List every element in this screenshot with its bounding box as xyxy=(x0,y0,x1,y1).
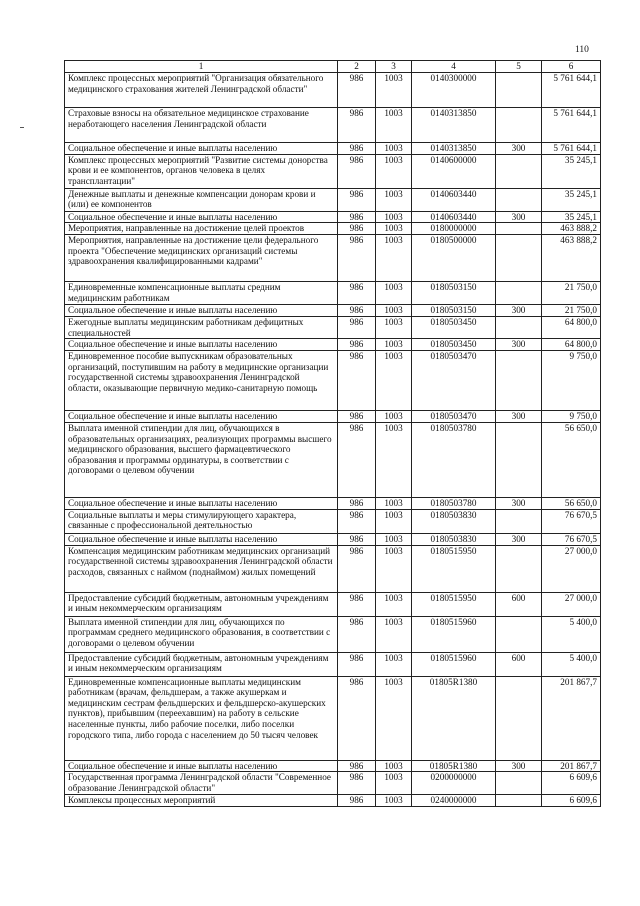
expense-type-cell xyxy=(496,235,542,282)
table-row xyxy=(65,108,601,143)
expense-type-cell: 600 xyxy=(496,652,542,676)
section-code-cell: 1003 xyxy=(376,795,412,807)
section-code-cell: 1003 xyxy=(376,282,412,305)
row-name-cell: Единовременное пособие выпускникам образовательных организаций, поступившим на работу в медицинские организации государственной системы здравоохранения Ленинградской области, оказывающие первичную медико-санитарную помощь xyxy=(65,350,338,410)
target-article-cell: 0180503780 xyxy=(412,422,496,497)
amount-cell: 201 867,7 xyxy=(542,760,601,772)
table-row xyxy=(65,497,601,509)
section-code-cell: 1003 xyxy=(376,497,412,509)
expense-type-cell xyxy=(496,223,542,235)
row-name-cell: Социальное обеспечение и иные выплаты населению xyxy=(65,339,338,351)
admin-code-cell: 986 xyxy=(338,410,376,422)
admin-code-cell: 986 xyxy=(338,108,376,143)
section-code-cell: 1003 xyxy=(376,350,412,410)
admin-code-cell: 986 xyxy=(338,795,376,807)
section-code-cell: 1003 xyxy=(376,616,412,652)
section-code-cell: 1003 xyxy=(376,652,412,676)
expense-type-cell xyxy=(496,422,542,497)
amount-cell: 35 245,1 xyxy=(542,211,601,223)
expense-type-cell xyxy=(496,676,542,760)
admin-code-cell: 986 xyxy=(338,235,376,282)
table-row xyxy=(65,339,601,351)
section-code-cell: 1003 xyxy=(376,339,412,351)
target-article-cell: 0140300000 xyxy=(412,73,496,108)
amount-cell: 9 750,0 xyxy=(542,350,601,410)
admin-code-cell: 986 xyxy=(338,223,376,235)
admin-code-cell: 986 xyxy=(338,154,376,188)
section-code-cell: 1003 xyxy=(376,188,412,211)
admin-code-cell: 986 xyxy=(338,143,376,155)
row-name-cell: Предоставление субсидий бюджетным, автономным учреждениям и иным некоммерческим организациям xyxy=(65,652,338,676)
row-name-cell: Компенсация медицинским работникам медицинских организаций государственной системы здравоохранения Ленинградской области расходов, связанных с наймом (поднаймом) жилых помещений xyxy=(65,545,338,592)
amount-cell: 35 245,1 xyxy=(542,188,601,211)
admin-code-cell: 986 xyxy=(338,509,376,533)
table-row xyxy=(65,533,601,545)
section-code-cell: 1003 xyxy=(376,305,412,317)
target-article-cell: 0240000000 xyxy=(412,795,496,807)
expense-type-cell: 300 xyxy=(496,410,542,422)
expense-type-cell xyxy=(496,317,542,339)
expense-type-cell xyxy=(496,350,542,410)
header-cell: 6 xyxy=(542,61,601,73)
row-name-cell: Страховые взносы на обязательное медицинское страхование неработающего населения Ленинградской области xyxy=(65,108,338,143)
row-name-cell: Выплата именной стипендии для лиц, обучающихся в образовательных организациях, реализующих программы высшего медицинского образования, высшего фармацевтического образования и программы ординатуры, в соответствии с договорами о целевом обучении xyxy=(65,422,338,497)
row-name-cell: Социальное обеспечение и иные выплаты населению xyxy=(65,305,338,317)
table-row xyxy=(65,772,601,795)
amount-cell: 76 670,5 xyxy=(542,509,601,533)
section-code-cell: 1003 xyxy=(376,410,412,422)
row-name-cell: Денежные выплаты и денежные компенсации донорам крови и (или) ее компонентов xyxy=(65,188,338,211)
amount-cell: 21 750,0 xyxy=(542,282,601,305)
table-row xyxy=(65,188,601,211)
row-name-cell: Социальное обеспечение и иные выплаты населению xyxy=(65,760,338,772)
admin-code-cell: 986 xyxy=(338,676,376,760)
table-row xyxy=(65,350,601,410)
amount-cell: 5 761 644,1 xyxy=(542,108,601,143)
stray-mark xyxy=(20,127,24,128)
expense-type-cell xyxy=(496,795,542,807)
expense-type-cell xyxy=(496,154,542,188)
expense-type-cell: 300 xyxy=(496,339,542,351)
target-article-cell: 0140600000 xyxy=(412,154,496,188)
target-article-cell: 0180503830 xyxy=(412,509,496,533)
section-code-cell: 1003 xyxy=(376,235,412,282)
target-article-cell: 0180503830 xyxy=(412,533,496,545)
expense-type-cell xyxy=(496,188,542,211)
table-row xyxy=(65,676,601,760)
row-name-cell: Комплекс процессных мероприятий "Развитие системы донорства крови и ее компонентов, органов человека в целях трансплантации" xyxy=(65,154,338,188)
amount-cell: 21 750,0 xyxy=(542,305,601,317)
section-code-cell: 1003 xyxy=(376,760,412,772)
admin-code-cell: 986 xyxy=(338,616,376,652)
row-name-cell: Социальное обеспечение и иные выплаты населению xyxy=(65,410,338,422)
section-code-cell: 1003 xyxy=(376,509,412,533)
table-row xyxy=(65,652,601,676)
section-code-cell: 1003 xyxy=(376,73,412,108)
target-article-cell: 0180515960 xyxy=(412,616,496,652)
admin-code-cell: 986 xyxy=(338,305,376,317)
section-code-cell: 1003 xyxy=(376,154,412,188)
admin-code-cell: 986 xyxy=(338,317,376,339)
row-name-cell: Единовременные компенсационные выплаты медицинским работникам (врачам, фельдшерам, а также акушеркам и медицинским сестрам фельдшерских и фельдшерско-акушерских пунктов), прибывшим (переехавшим) на работу в сельские населенные пункты, либо рабочие поселки, либо поселки городского типа, либо города с населением до 50 тысяч человек xyxy=(65,676,338,760)
row-name-cell: Ежегодные выплаты медицинским работникам дефицитных специальностей xyxy=(65,317,338,339)
table-row xyxy=(65,143,601,155)
section-code-cell: 1003 xyxy=(376,211,412,223)
admin-code-cell: 986 xyxy=(338,497,376,509)
target-article-cell: 0180503150 xyxy=(412,282,496,305)
row-name-cell: Комплексы процессных мероприятий xyxy=(65,795,338,807)
admin-code-cell: 986 xyxy=(338,592,376,616)
budget-table xyxy=(64,60,601,807)
table-row xyxy=(65,509,601,533)
target-article-cell: 0180503450 xyxy=(412,317,496,339)
row-name-cell: Предоставление субсидий бюджетным, автономным учреждениям и иным некоммерческим организациям xyxy=(65,592,338,616)
header-cell: 2 xyxy=(338,61,376,73)
section-code-cell: 1003 xyxy=(376,545,412,592)
section-code-cell: 1003 xyxy=(376,223,412,235)
admin-code-cell: 986 xyxy=(338,188,376,211)
section-code-cell: 1003 xyxy=(376,533,412,545)
row-name-cell: Мероприятия, направленные на достижение цели федерального проекта "Обеспечение медицинских организаций системы здравоохранения квалифицированными кадрами" xyxy=(65,235,338,282)
target-article-cell: 01805R1380 xyxy=(412,760,496,772)
target-article-cell: 0140313850 xyxy=(412,143,496,155)
table-row xyxy=(65,282,601,305)
amount-cell: 56 650,0 xyxy=(542,497,601,509)
target-article-cell: 0180000000 xyxy=(412,223,496,235)
table-row xyxy=(65,317,601,339)
target-article-cell: 0180515950 xyxy=(412,545,496,592)
amount-cell: 56 650,0 xyxy=(542,422,601,497)
amount-cell: 463 888,2 xyxy=(542,235,601,282)
expense-type-cell: 300 xyxy=(496,760,542,772)
amount-cell: 201 867,7 xyxy=(542,676,601,760)
target-article-cell: 0180515960 xyxy=(412,652,496,676)
table-row xyxy=(65,760,601,772)
admin-code-cell: 986 xyxy=(338,760,376,772)
target-article-cell: 0140313850 xyxy=(412,108,496,143)
amount-cell: 76 670,5 xyxy=(542,533,601,545)
target-article-cell: 0180503470 xyxy=(412,410,496,422)
amount-cell: 27 000,0 xyxy=(542,592,601,616)
section-code-cell: 1003 xyxy=(376,108,412,143)
row-name-cell: Государственная программа Ленинградской области "Современное образование Ленинградской области" xyxy=(65,772,338,795)
target-article-cell: 0180503150 xyxy=(412,305,496,317)
section-code-cell: 1003 xyxy=(376,772,412,795)
target-article-cell: 0140603440 xyxy=(412,188,496,211)
row-name-cell: Социальное обеспечение и иные выплаты населению xyxy=(65,211,338,223)
expense-type-cell: 300 xyxy=(496,305,542,317)
target-article-cell: 0180503780 xyxy=(412,497,496,509)
expense-type-cell: 600 xyxy=(496,592,542,616)
admin-code-cell: 986 xyxy=(338,772,376,795)
target-article-cell: 0200000000 xyxy=(412,772,496,795)
target-article-cell: 0140603440 xyxy=(412,211,496,223)
expense-type-cell xyxy=(496,509,542,533)
section-code-cell: 1003 xyxy=(376,676,412,760)
section-code-cell: 1003 xyxy=(376,592,412,616)
amount-cell: 463 888,2 xyxy=(542,223,601,235)
admin-code-cell: 986 xyxy=(338,73,376,108)
target-article-cell: 01805R1380 xyxy=(412,676,496,760)
header-cell: 1 xyxy=(65,61,338,73)
admin-code-cell: 986 xyxy=(338,652,376,676)
target-article-cell: 0180503450 xyxy=(412,339,496,351)
expense-type-cell xyxy=(496,772,542,795)
table-row xyxy=(65,410,601,422)
expense-type-cell xyxy=(496,108,542,143)
page-number: 110 xyxy=(575,45,589,55)
admin-code-cell: 986 xyxy=(338,282,376,305)
amount-cell: 35 245,1 xyxy=(542,154,601,188)
expense-type-cell: 300 xyxy=(496,211,542,223)
table-row xyxy=(65,616,601,652)
expense-type-cell: 300 xyxy=(496,533,542,545)
expense-type-cell xyxy=(496,282,542,305)
row-name-cell: Выплата именной стипендии для лиц, обучающихся по программам среднего медицинского образования, в соответствии с договорами о целевом обучении xyxy=(65,616,338,652)
table-row xyxy=(65,211,601,223)
table-row xyxy=(65,592,601,616)
target-article-cell: 0180500000 xyxy=(412,235,496,282)
admin-code-cell: 986 xyxy=(338,211,376,223)
section-code-cell: 1003 xyxy=(376,143,412,155)
header-cell: 4 xyxy=(412,61,496,73)
amount-cell: 5 400,0 xyxy=(542,616,601,652)
row-name-cell: Социальное обеспечение и иные выплаты населению xyxy=(65,497,338,509)
row-name-cell: Единовременные компенсационные выплаты средним медицинским работникам xyxy=(65,282,338,305)
table-row xyxy=(65,795,601,807)
amount-cell: 9 750,0 xyxy=(542,410,601,422)
expense-type-cell xyxy=(496,73,542,108)
table-row xyxy=(65,235,601,282)
table-row xyxy=(65,154,601,188)
amount-cell: 64 800,0 xyxy=(542,339,601,351)
amount-cell: 5 761 644,1 xyxy=(542,143,601,155)
target-article-cell: 0180515950 xyxy=(412,592,496,616)
expense-type-cell: 300 xyxy=(496,497,542,509)
amount-cell: 5 400,0 xyxy=(542,652,601,676)
row-name-cell: Мероприятия, направленные на достижение целей проектов xyxy=(65,223,338,235)
table-row xyxy=(65,545,601,592)
expense-type-cell xyxy=(496,616,542,652)
header-cell: 5 xyxy=(496,61,542,73)
row-name-cell: Социальное обеспечение и иные выплаты населению xyxy=(65,533,338,545)
header-row xyxy=(65,61,601,73)
target-article-cell: 0180503470 xyxy=(412,350,496,410)
admin-code-cell: 986 xyxy=(338,533,376,545)
section-code-cell: 1003 xyxy=(376,422,412,497)
amount-cell: 27 000,0 xyxy=(542,545,601,592)
row-name-cell: Социальные выплаты и меры стимулирующего характера, связанные с профессиональной деятельностью xyxy=(65,509,338,533)
section-code-cell: 1003 xyxy=(376,317,412,339)
row-name-cell: Социальное обеспечение и иные выплаты населению xyxy=(65,143,338,155)
admin-code-cell: 986 xyxy=(338,350,376,410)
amount-cell: 6 609,6 xyxy=(542,772,601,795)
admin-code-cell: 986 xyxy=(338,545,376,592)
expense-type-cell xyxy=(496,545,542,592)
amount-cell: 6 609,6 xyxy=(542,795,601,807)
row-name-cell: Комплекс процессных мероприятий "Организация обязательного медицинского страхования жителей Ленинградской области" xyxy=(65,73,338,108)
table-row xyxy=(65,73,601,108)
amount-cell: 64 800,0 xyxy=(542,317,601,339)
table-row xyxy=(65,223,601,235)
admin-code-cell: 986 xyxy=(338,422,376,497)
header-cell: 3 xyxy=(376,61,412,73)
amount-cell: 5 761 644,1 xyxy=(542,73,601,108)
expense-type-cell: 300 xyxy=(496,143,542,155)
admin-code-cell: 986 xyxy=(338,339,376,351)
table-row xyxy=(65,422,601,497)
table-row xyxy=(65,305,601,317)
